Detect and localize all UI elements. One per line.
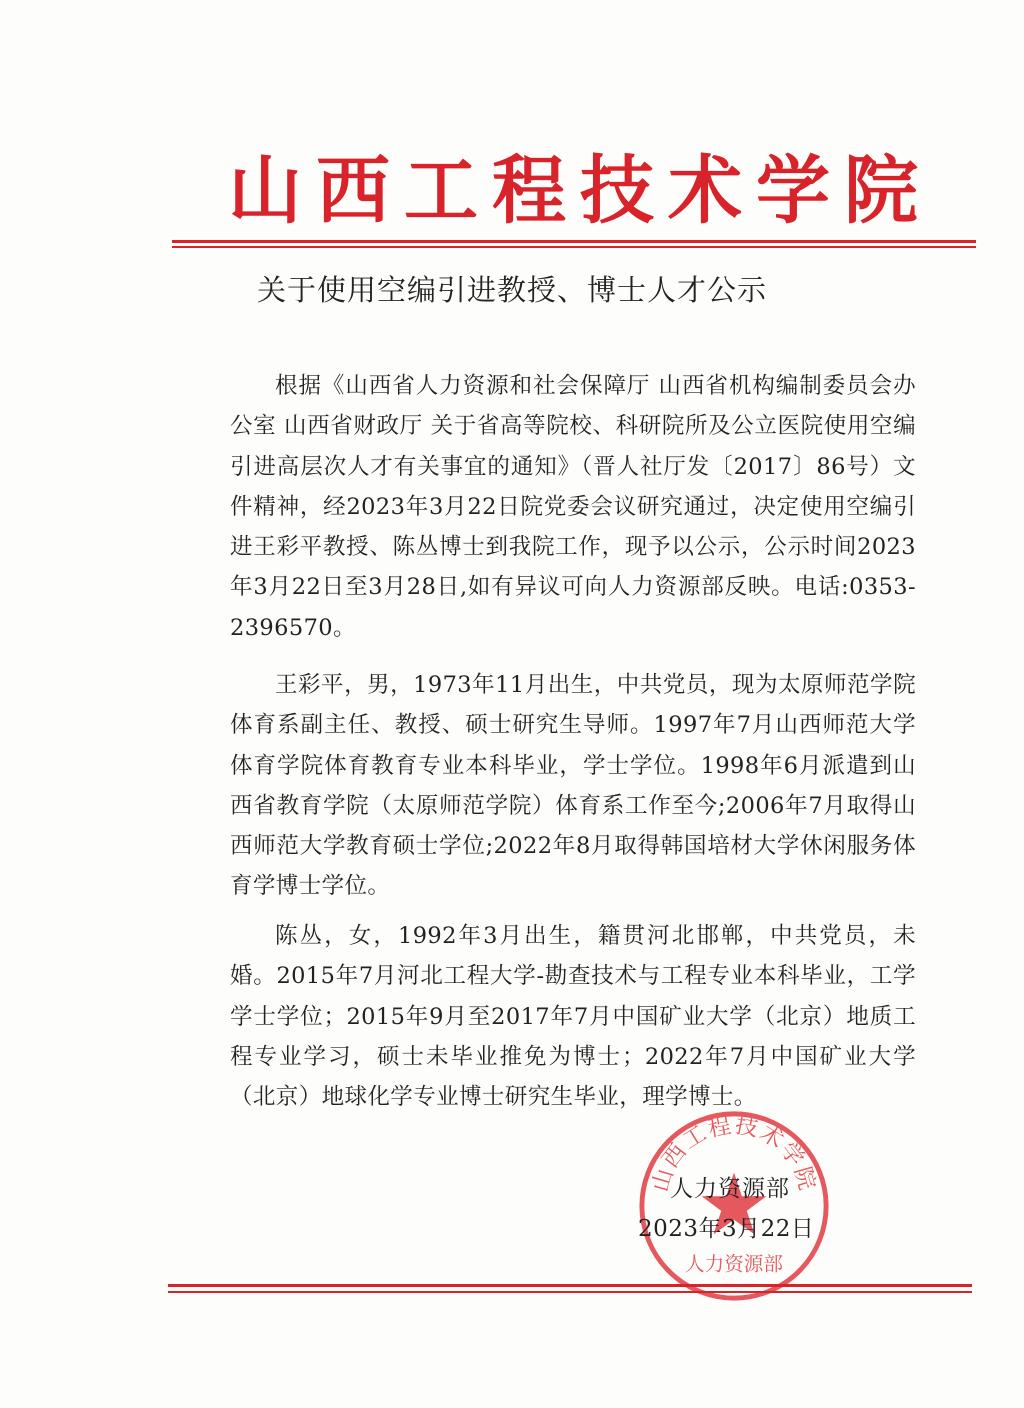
issuer-signature: 人力资源部 bbox=[670, 1176, 790, 1202]
institution-header: 山西工程技术学院 bbox=[228, 148, 932, 234]
header-rule-thick bbox=[172, 240, 976, 243]
official-seal-icon bbox=[636, 1108, 832, 1304]
paragraph-notice: 根据《山西省人力资源和社会保障厅 山西省机构编制委员会办公室 山西省财政厅 关于省高等院校、科研院所及公立医院使用空编引进高层次人才有关事宜的通知》（晋人社厅发〔2017〕86号）文件精神，经2023年3月22日院党委会议研究通过，决定使用空编引进王彩平教授、陈丛博士到我院工作，现予以公示，公示时间2023年3月22日至3月28日,如有异议可向人力资源部反映。电话:0353-2396570。 bbox=[230, 373, 916, 641]
footer-rule-thin bbox=[168, 1291, 972, 1293]
paragraph-wang-caiping: 王彩平，男，1973年11月出生，中共党员，现为太原师范学院体育系副主任、教授、硕士研究生导师。1997年7月山西师范大学体育学院体育教育专业本科毕业，学士学位。1998年6月派遣到山西省教育学院（太原师范学院）体育系工作至今;2006年7月取得山西师范大学教育硕士学位;2022年8月取得韩国培材大学休闲服务体育学博士学位。 bbox=[230, 672, 916, 900]
svg-text:人力资源部: 人力资源部 bbox=[685, 1252, 783, 1276]
issue-date: 2023年3月22日 bbox=[638, 1216, 815, 1242]
footer-rule-thick bbox=[168, 1284, 972, 1287]
paragraph-chen-cong: 陈丛，女，1992年3月出生，籍贯河北邯郸，中共党员，未婚。2015年7月河北工程大学-勘查技术与工程专业本科毕业，工学学士学位；2015年9月至2017年7月中国矿业大学（北京）地质工程专业学习，硕士未毕业推免为博士；2022年7月中国矿业大学（北京）地球化学专业博士研究生毕业，理学博士。 bbox=[230, 923, 916, 1111]
svg-text:山西工程技术学院: 山西工程技术学院 bbox=[647, 1112, 821, 1195]
document-title: 关于使用空编引进教授、博士人才公示 bbox=[256, 273, 767, 307]
header-rule-thin bbox=[172, 246, 976, 248]
